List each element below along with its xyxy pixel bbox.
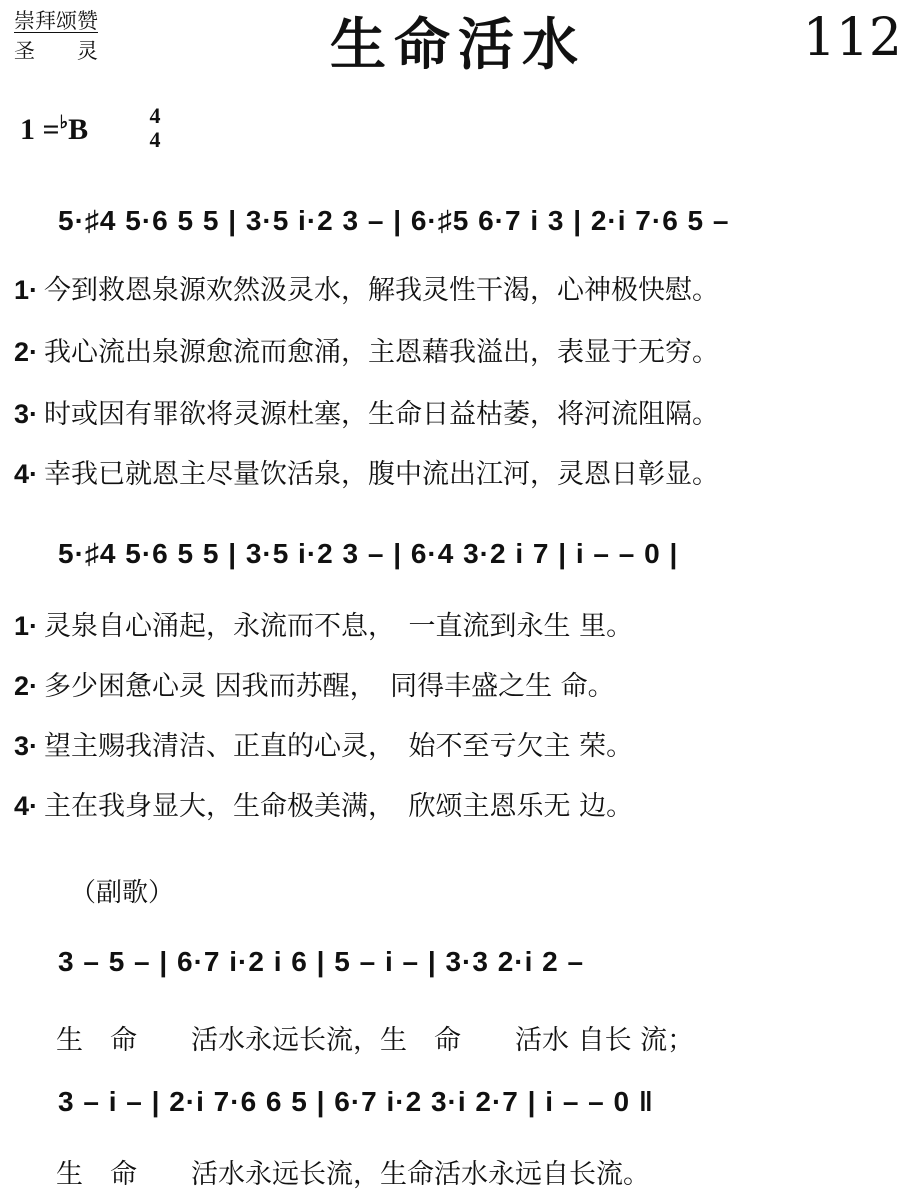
verse-line (14, 452, 719, 491)
verse-line (14, 604, 633, 643)
chorus-label: （副歌） (70, 878, 175, 908)
notation-line-2: 5·♯4 5·6 5 5 | 3·5 i·2 3 – | 6·4 3·2 i 7 | i – – 0 | (58, 538, 679, 569)
flat-sign: ♭ (59, 112, 69, 132)
verse-number: 2· (14, 671, 39, 701)
key-note: B (68, 113, 89, 146)
verse-line (14, 664, 615, 703)
hymn-number: 112 (802, 8, 902, 68)
hymn-title: 生命活水 (330, 12, 586, 78)
verse-line (14, 268, 719, 307)
verse-number: 1· (14, 611, 39, 641)
key-signature (20, 112, 88, 147)
verse-text: 望主赐我清洁、正直的心灵， 始不至亏欠主 荣。 (44, 731, 634, 762)
verse-number: 4· (14, 459, 39, 489)
verse-text: 主在我身显大，生命极美满， 欣颂主恩乐无 边。 (44, 791, 634, 822)
chorus-lyric-line-2: 生 命 活水永远长流，生命活水永远自长流。 (56, 1159, 650, 1190)
category-label: 崇拜颂赞 (14, 9, 98, 33)
key-prefix: 1 = (20, 113, 60, 146)
verse-text: 时或因有罪欲将灵源杜塞，生命日益枯萎，将河流阻隔。 (44, 399, 720, 430)
verse-text: 多少困惫心灵 因我而苏醒， 同得丰盛之生 命。 (44, 671, 615, 702)
verse-number: 1· (14, 275, 39, 305)
meter-top: 4 (149, 103, 161, 128)
verse-text: 幸我已就恩主尽量饮活泉，腹中流出江河，灵恩日彰显。 (44, 459, 720, 490)
subcategory-label: 圣 灵 (14, 39, 98, 63)
verse-number: 4· (14, 791, 39, 821)
verse-number: 2· (14, 337, 39, 367)
verse-text: 我心流出泉源愈流而愈涌，主恩藉我溢出，表显于无穷。 (44, 337, 720, 368)
notation-line-1: 5·♯4 5·6 5 5 | 3·5 i·2 3 – | 6·♯5 6·7 i 3 | 2·i 7·6 5 – (58, 205, 730, 236)
chorus-notation-line-2: 3 – i – | 2·i 7·6 6 5 | 6·7 i·2 3·i 2·7 | i – – 0 ‖ (58, 1086, 654, 1117)
verse-line (14, 784, 633, 823)
time-signature (144, 104, 166, 152)
meter-bottom: 4 (149, 127, 161, 152)
verse-line (14, 724, 633, 763)
verse-text: 今到救恩泉源欢然汲灵水，解我灵性干渴，心神极快慰。 (44, 275, 720, 306)
chorus-notation-line-1: 3 – 5 – | 6·7 i·2 i 6 | 5 – i – | 3·3 2·i 2 – (58, 946, 585, 977)
verse-number: 3· (14, 731, 39, 761)
chorus-lyric-line-1: 生 命 活水永远长流，生 命 活水 自长 流； (56, 1025, 695, 1056)
verse-number: 3· (14, 399, 39, 429)
verse-text: 灵泉自心涌起，永流而不息， 一直流到永生 里。 (44, 611, 634, 642)
verse-line (14, 330, 719, 369)
verse-line (14, 392, 719, 431)
